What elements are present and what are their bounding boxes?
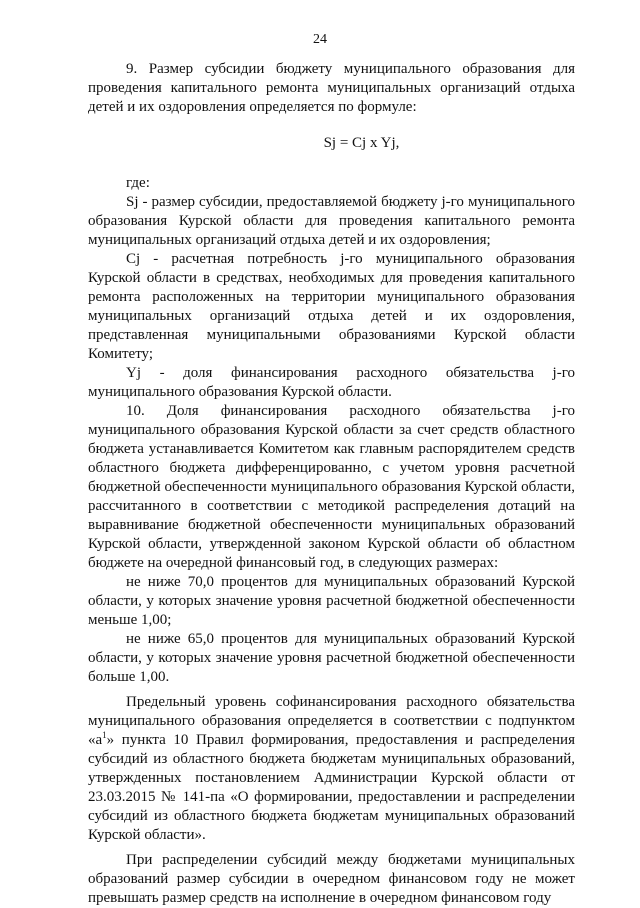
subsidy-formula: Sj = Cj x Yj, [323, 135, 400, 151]
page-number: 24 [313, 32, 327, 47]
document-body [88, 60, 575, 908]
formula-where-label: где: [126, 175, 150, 191]
rate-65-percent: не ниже 65,0 процентов для муниципальных образований Курской области, у которых значение уровня расчетной бюджетной обеспеченности больше 1,00. [88, 631, 575, 685]
paragraph-10: 10. Доля финансирования расходного обязательства j-го муниципального образования Курской области за счет средств областного бюджета устанавливается Комитетом как главным распорядителем средств областного бюджета дифференцированно, с учетом уровня расчетной бюджетной обеспеченности муниципального образования Курской области, рассчитанного в соответствии с методикой распределения дотаций на выравнивание бюджетной обеспеченности муниципальных образований Курской области, утвержденной законом Курской области об областном бюджете на очередной финансовый год, в следующих размерах: [88, 403, 575, 571]
paragraph-9: 9. Размер субсидии бюджету муниципального образования для проведения капитального ремонта муниципальных организаций отдыха детей и их оздоровления определяется по формуле: [88, 61, 575, 115]
definition-cj: Cj - расчетная потребность j-го муниципального образования Курской области в средствах, необходимых для проведения капитального ремонта расположенных на территории муниципального образования муниципальных организаций отдыха детей и их оздоровления, представленная муниципальными образованиями Курской области Комитету; [88, 251, 575, 362]
definition-sj: Sj - размер субсидии, предоставляемой бюджету j-го муниципального образования Курской области для проведения капитального ремонта муниципальных организаций отдыха детей и их оздоровления; [88, 194, 575, 248]
definition-yj: Yj - доля финансирования расходного обязательства j-го муниципального образования Курской области. [88, 365, 575, 400]
footnote-superscript: 1 [102, 730, 107, 740]
rate-70-percent: не ниже 70,0 процентов для муниципальных образований Курской области, у которых значение уровня расчетной бюджетной обеспеченности меньше 1,00; [88, 574, 575, 628]
cofinancing-limit-text-end: » пункта 10 Правил формирования, предоставления и распределения субсидий из областного бюджета бюджетам муниципальных образований, утвержденных постановлением Администрации Курской области от 23.03.2015 № 141-па «О формировании, предоставлении и распределении субсидий из областного бюджета бюджетам муниципальных образований Курской области». [88, 732, 575, 843]
cofinancing-limit-text-start: Предельный уровень софинансирования расходного обязательства муниципального образования определяется в соответствии с подпунктом «а [88, 694, 575, 748]
cofinancing-limit-paragraph [88, 693, 575, 845]
distribution-paragraph: При распределении субсидий между бюджетами муниципальных образований размер субсидии в очередном финансовом году не может превышать размер средств на исполнение в очередном финансовом году [88, 852, 575, 906]
